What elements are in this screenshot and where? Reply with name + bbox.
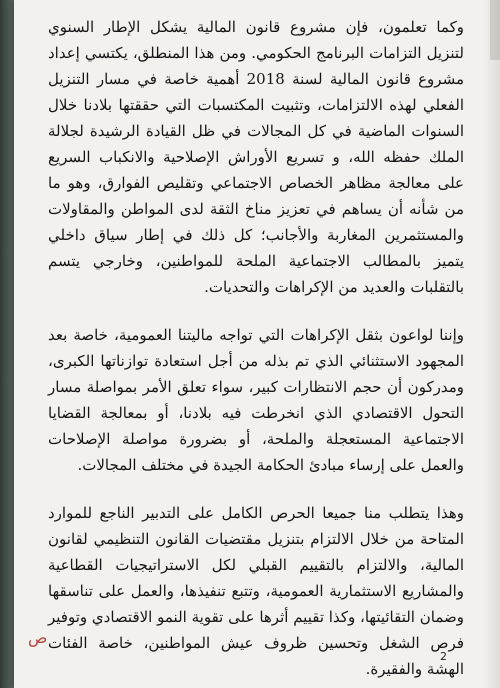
paragraph-2: وإننا لواعون بثقل الإكراهات التي تواجه ماليتنا العمومية، خاصة بعد المجهود الاستثنائي الذي تم بذله من أجل استعادة توازناتها الكبرى، ومدركون أن حجم الانتظارات كبير، سواء تعلق الأمر بمواصلة مسار التحول الاقتصادي الذي انخرطت فيه بلادنا، أو بمعالجة القضايا الاجتماعية المستعجلة والملحة، أو بضرورة مواصلة الإصلاحات والعمل على إرساء مبادئ الحكامة الجيدة في مختلف المجالات. [48, 326, 464, 474]
paragraph-1: وكما تعلمون، فإن مشروع قانون المالية يشكل الإطار السنوي لتنزيل التزامات البرنامج الحكومي. ومن هذا المنطلق، يكتسي إعداد مشروع قانون المالية لسنة 2018 أهمية خاصة في مسار التنزيل الفعلي لهذه الالتزامات، وتثبيت المكتسبات التي حققتها بلادنا خلال السنوات الماضية في كل المجالات في ظل القيادة الرشيدة لجلالة الملك حفظه الله، و تسريع الأوراش الإصلاحية والانكباب السريع على معالجة مظاهر الخصاص الاجتماعي وتقليص الفوارق، وهو ما من شأنه أن يساهم في تعزيز مناخ الثقة لدى المواطن والمقاولات والمستثمرين المغاربة والأجانب؛ كل ذلك في إطار سياق داخلي يتميز بالمطالب الاجتماعية الملحة للمواطنين، وخارجي يتسم بالتقلبات والعديد من الإكراهات والتحديات. [48, 18, 464, 296]
page-number: 2 [440, 650, 447, 663]
paragraph-3: وهذا يتطلب منا جميعا الحرص الكامل على التدبير الناجع للموارد المتاحة من خلال الالتزام بتنزيل مقتضيات القانون التنظيمي لقانون المالية، والالتزام بالتقييم القبلي لكل الاستراتيجيات القطاعية والمشاريع الاستثمارية العمومية، وتتبع تنفيذها، والعمل على تناسقها وضمان التقائيتها، وكذا تقييم أثرها على تقوية النمو الاقتصادي وتوفير فرص الشغل وتحسين ظروف عيش المواطنين، خاصة الفئات الهشة والفقيرة. [48, 504, 464, 678]
document-body [48, 14, 464, 688]
document-page [14, 0, 500, 688]
handwritten-margin-note: ص [28, 628, 48, 647]
page-shadow [482, 0, 500, 688]
